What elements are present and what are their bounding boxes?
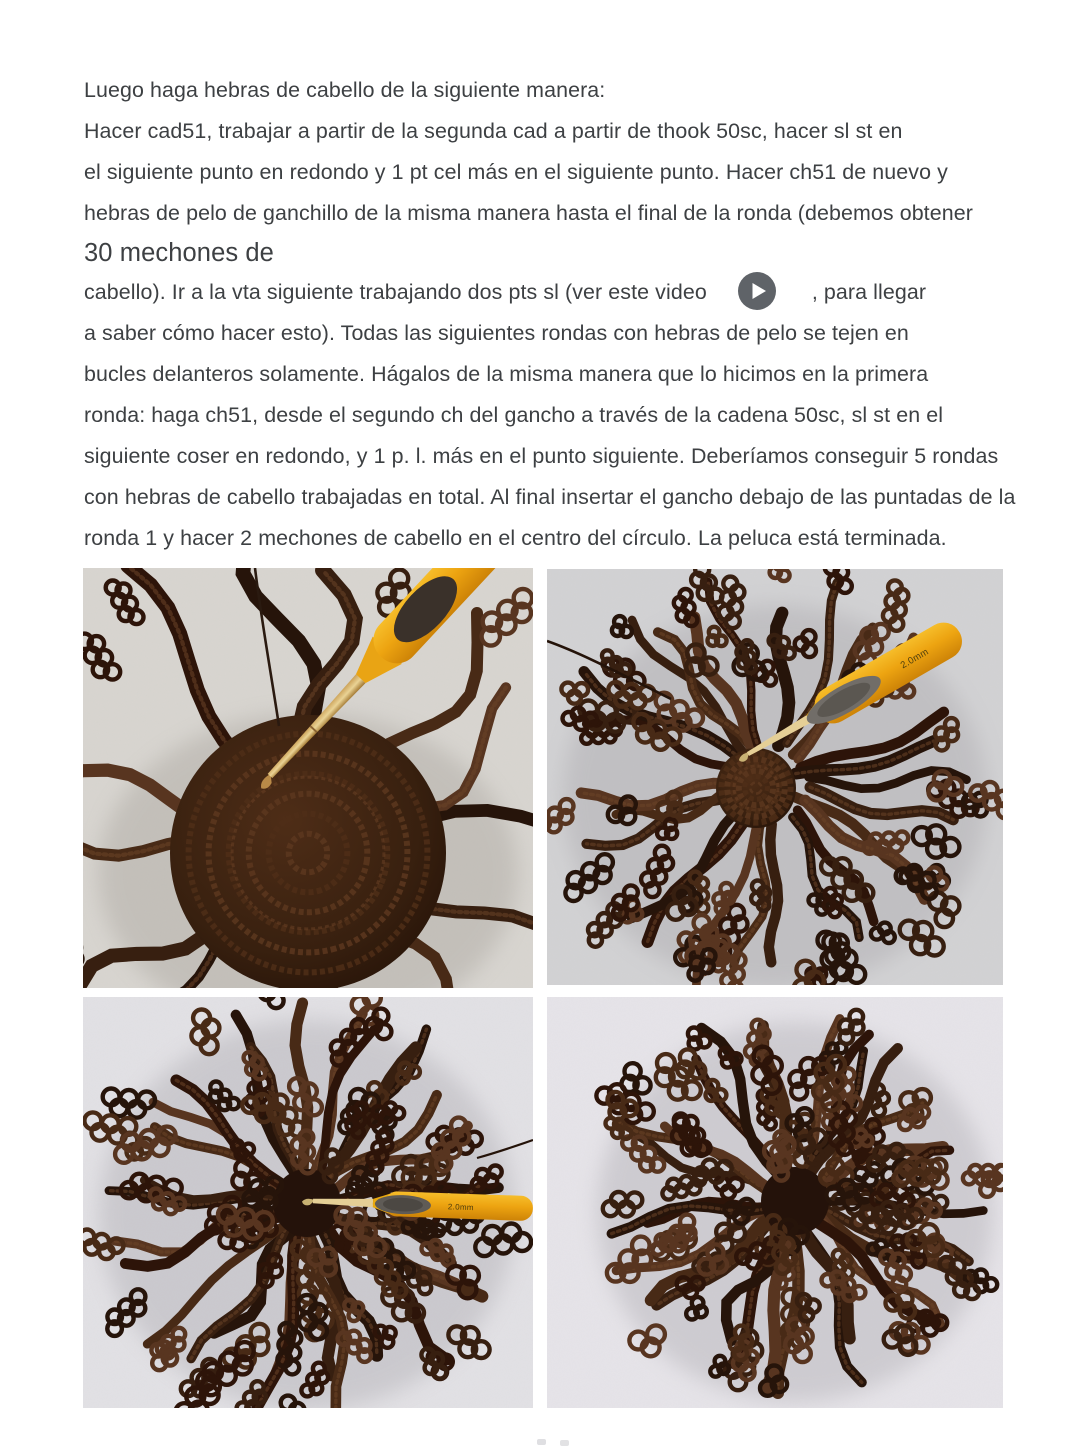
paragraph-line: Hacer cad51, trabajar a partir de la segunda cad a partir de thook 50sc, hacer sl st en [84,119,903,143]
paragraph-line-with-video [84,272,1004,313]
photo-finished-wig [547,997,1003,1408]
video-line-after: , para llegar [811,280,927,304]
paragraph-line: ronda: haga ch51, desde el segundo ch del gancho a través de la cadena 50sc, sl st en el [84,403,944,427]
photo-first-round-closeup [83,568,533,988]
paragraph-line: hebras de pelo de ganchillo de la misma manera hasta el final de la ronda (debemos obtener [84,201,973,225]
paragraph-line: el siguiente punto en redondo y 1 pt cel más en el siguiente punto. Hacer ch51 de nuevo y [84,160,948,184]
page-number-partial [537,1439,546,1445]
paragraph-line: con hebras de cabello trabajadas en total. Al final insertar el gancho debajo de las puntadas de la [84,485,1016,509]
video-play-icon[interactable] [738,272,776,310]
video-line-before: cabello). Ir a la vta siguiente trabajando dos pts sl (ver este video [84,280,707,304]
photo-wig-second-round [547,569,1003,985]
instructions-paragraph [84,70,1016,559]
paragraph-line: siguiente coser en redondo, y 1 p. l. más en el punto siguiente. Deberíamos conseguir 5 rondas [84,444,999,468]
paragraph-line: ronda 1 y hacer 2 mechones de cabello en el centro del círculo. La peluca está terminada. [84,526,947,550]
paragraph-line-large: 30 mechones de [84,239,274,267]
paragraph-line: Luego haga hebras de cabello de la siguiente manera: [84,78,606,102]
paragraph-line: a saber cómo hacer esto). Todas las siguientes rondas con hebras de pelo se tejen en [84,321,909,345]
photo-wig-five-rounds [83,997,533,1408]
hook-size-label: 2.0mm [898,646,931,672]
hook-size-label: 2.0mm [447,1202,475,1213]
paragraph-line: bucles delanteros solamente. Hágalos de la misma manera que lo hicimos en la primera [84,362,929,386]
